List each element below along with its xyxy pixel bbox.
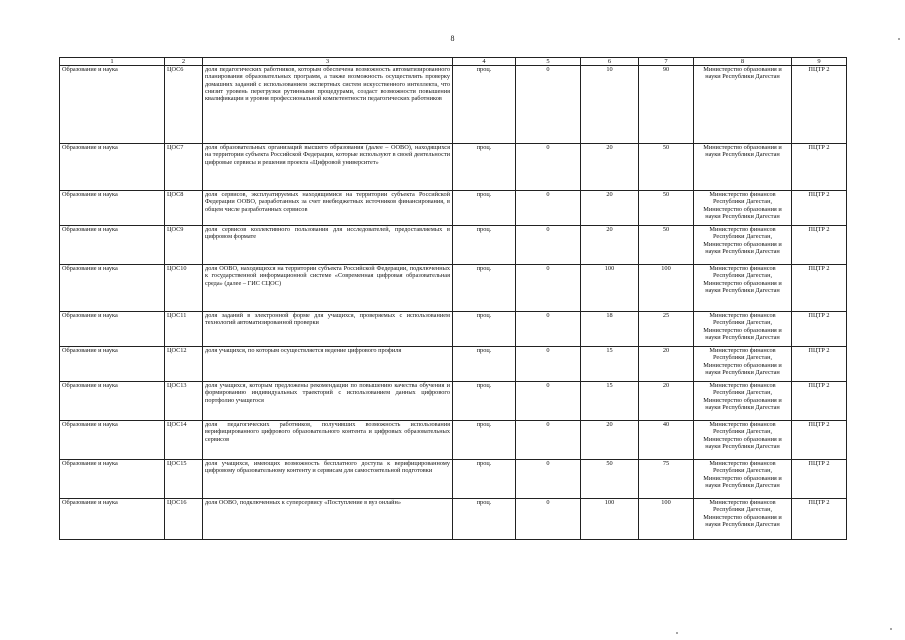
value-cell: 20 [581, 421, 639, 460]
value-cell: 100 [581, 499, 639, 540]
code-cell: ЦОС6 [165, 66, 203, 144]
responsible-cell: Министерство финансов Республики Дагестан, Министерство образования и науки Республики Дагестан [694, 226, 792, 265]
sphere-cell: Образование и наука [60, 421, 165, 460]
value-cell: 50 [581, 460, 639, 499]
value-cell: 20 [581, 191, 639, 226]
table-row [60, 421, 847, 460]
responsible-cell: Министерство финансов Республики Дагестан, Министерство образования и науки Республики Дагестан [694, 499, 792, 540]
responsible-cell: Министерство образования и науки Республики Дагестан [694, 66, 792, 144]
base-value-cell: 0 [516, 421, 581, 460]
base-value-cell: 0 [516, 499, 581, 540]
indicator-cell: доля заданий в электронной форме для учащихся, проверяемых с использованием технологий автоматизированной проверки [203, 312, 453, 347]
table-row [60, 191, 847, 226]
base-value-cell: 0 [516, 66, 581, 144]
scan-speck [890, 628, 892, 630]
value-cell: 20 [581, 226, 639, 265]
sphere-cell: Образование и наука [60, 66, 165, 144]
unit-cell: проц. [453, 226, 516, 265]
center-cell: ПЦТР 2 [792, 421, 847, 460]
indicator-cell: доля образовательных организаций высшего образования (далее – ООВО), находящихся на территории субъекта Российской Федерации, которые используют в своей деятельности цифровые сервисы и решения проекта «Цифровой университет» [203, 144, 453, 191]
sphere-cell: Образование и наука [60, 382, 165, 421]
unit-cell: проц. [453, 382, 516, 421]
code-cell: ЦОС13 [165, 382, 203, 421]
code-cell: ЦОС15 [165, 460, 203, 499]
value-cell: 10 [581, 66, 639, 144]
responsible-cell: Министерство финансов Республики Дагестан, Министерство образования и науки Республики Дагестан [694, 460, 792, 499]
indicator-cell: доля педагогических работников, получивших возможность использования верифицированного цифрового образовательного контента и цифровых образовательных сервисов [203, 421, 453, 460]
value-cell: 15 [581, 347, 639, 382]
column-header: 3 [203, 58, 453, 66]
center-cell: ПЦТР 2 [792, 144, 847, 191]
table-row [60, 144, 847, 191]
responsible-cell: Министерство образования и науки Республики Дагестан [694, 144, 792, 191]
unit-cell: проц. [453, 66, 516, 144]
center-cell: ПЦТР 2 [792, 265, 847, 312]
code-cell: ЦОС16 [165, 499, 203, 540]
sphere-cell: Образование и наука [60, 312, 165, 347]
target-value-cell: 25 [639, 312, 694, 347]
base-value-cell: 0 [516, 265, 581, 312]
column-header: 2 [165, 58, 203, 66]
table-row [60, 382, 847, 421]
center-cell: ПЦТР 2 [792, 226, 847, 265]
sphere-cell: Образование и наука [60, 499, 165, 540]
sphere-cell: Образование и наука [60, 144, 165, 191]
target-value-cell: 100 [639, 265, 694, 312]
base-value-cell: 0 [516, 144, 581, 191]
column-header: 1 [60, 58, 165, 66]
unit-cell: проц. [453, 421, 516, 460]
code-cell: ЦОС12 [165, 347, 203, 382]
target-value-cell: 40 [639, 421, 694, 460]
sphere-cell: Образование и наука [60, 460, 165, 499]
center-cell: ПЦТР 2 [792, 382, 847, 421]
column-header: 9 [792, 58, 847, 66]
base-value-cell: 0 [516, 347, 581, 382]
column-header: 7 [639, 58, 694, 66]
base-value-cell: 0 [516, 460, 581, 499]
center-cell: ПЦТР 2 [792, 66, 847, 144]
scan-speck [898, 38, 900, 40]
responsible-cell: Министерство финансов Республики Дагестан, Министерство образования и науки Республики Дагестан [694, 312, 792, 347]
center-cell: ПЦТР 2 [792, 499, 847, 540]
column-header: 6 [581, 58, 639, 66]
code-cell: ЦОС9 [165, 226, 203, 265]
indicator-cell: доля учащихся, имеющих возможность бесплатного доступа к верифицированному цифровому образовательному контенту и сервисам для самостоятельной подготовки [203, 460, 453, 499]
value-cell: 20 [581, 144, 639, 191]
target-value-cell: 90 [639, 66, 694, 144]
indicator-cell: доля сервисов, эксплуатируемых находящимися на территории субъекта Российской Федерации ООВО, разработанных за счет внебюджетных источников финансирования, в общем числе разработанных сервисов [203, 191, 453, 226]
table-row [60, 347, 847, 382]
center-cell: ПЦТР 2 [792, 312, 847, 347]
code-cell: ЦОС10 [165, 265, 203, 312]
base-value-cell: 0 [516, 382, 581, 421]
responsible-cell: Министерство финансов Республики Дагестан, Министерство образования и науки Республики Дагестан [694, 265, 792, 312]
code-cell: ЦОС8 [165, 191, 203, 226]
responsible-cell: Министерство финансов Республики Дагестан, Министерство образования и науки Республики Дагестан [694, 382, 792, 421]
table-row [60, 312, 847, 347]
sphere-cell: Образование и наука [60, 226, 165, 265]
target-value-cell: 20 [639, 347, 694, 382]
indicator-cell: доля ООВО, находящихся на территории субъекта Российской Федерации, подключенных к государственной информационной системе «Современная цифровая образовательная среда» (далее – ГИС СЦОС) [203, 265, 453, 312]
code-cell: ЦОС14 [165, 421, 203, 460]
table-row [60, 226, 847, 265]
base-value-cell: 0 [516, 312, 581, 347]
code-cell: ЦОС11 [165, 312, 203, 347]
table-row [60, 499, 847, 540]
sphere-cell: Образование и наука [60, 265, 165, 312]
column-header: 5 [516, 58, 581, 66]
indicator-cell: доля педагогических работников, которым обеспечена возможность автоматизированного планирования образовательных программ, а также возможность осуществлять проверку домашних заданий с использованием экспертных систем искусственного интеллекта, что снизит уровень перегрузки рутинными процедурами, создаст возможности повышения квалификации и уровня профессиональной компетентности педагогических работников [203, 66, 453, 144]
page-number: 8 [450, 34, 455, 43]
sphere-cell: Образование и наука [60, 191, 165, 226]
unit-cell: проц. [453, 312, 516, 347]
responsible-cell: Министерство финансов Республики Дагестан, Министерство образования и науки Республики Дагестан [694, 421, 792, 460]
value-cell: 18 [581, 312, 639, 347]
table-row [60, 460, 847, 499]
base-value-cell: 0 [516, 226, 581, 265]
unit-cell: проц. [453, 347, 516, 382]
target-value-cell: 50 [639, 226, 694, 265]
responsible-cell: Министерство финансов Республики Дагестан, Министерство образования и науки Республики Дагестан [694, 191, 792, 226]
target-value-cell: 50 [639, 191, 694, 226]
indicator-cell: доля учащихся, по которым осуществляется ведение цифрового профиля [203, 347, 453, 382]
unit-cell: проц. [453, 499, 516, 540]
table-row [60, 265, 847, 312]
scan-speck [676, 632, 678, 634]
unit-cell: проц. [453, 191, 516, 226]
unit-cell: проц. [453, 460, 516, 499]
header-row [60, 58, 847, 66]
target-value-cell: 100 [639, 499, 694, 540]
target-value-cell: 50 [639, 144, 694, 191]
responsible-cell: Министерство финансов Республики Дагестан, Министерство образования и науки Республики Дагестан [694, 347, 792, 382]
center-cell: ПЦТР 2 [792, 191, 847, 226]
unit-cell: проц. [453, 144, 516, 191]
indicators-table [59, 57, 847, 540]
unit-cell: проц. [453, 265, 516, 312]
target-value-cell: 75 [639, 460, 694, 499]
indicator-cell: доля учащихся, которым предложены рекомендации по повышению качества обучения и формированию индивидуальных траекторий с использованием данных цифрового портфолио учащегося [203, 382, 453, 421]
value-cell: 15 [581, 382, 639, 421]
center-cell: ПЦТР 2 [792, 460, 847, 499]
column-header: 4 [453, 58, 516, 66]
center-cell: ПЦТР 2 [792, 347, 847, 382]
code-cell: ЦОС7 [165, 144, 203, 191]
sphere-cell: Образование и наука [60, 347, 165, 382]
table-row [60, 66, 847, 144]
target-value-cell: 20 [639, 382, 694, 421]
indicator-cell: доля сервисов коллективного пользования для исследователей, предоставляемых в цифровом формате [203, 226, 453, 265]
value-cell: 100 [581, 265, 639, 312]
base-value-cell: 0 [516, 191, 581, 226]
column-header: 8 [694, 58, 792, 66]
indicator-cell: доля ООВО, подключенных к суперсервису «Поступление в вуз онлайн» [203, 499, 453, 540]
